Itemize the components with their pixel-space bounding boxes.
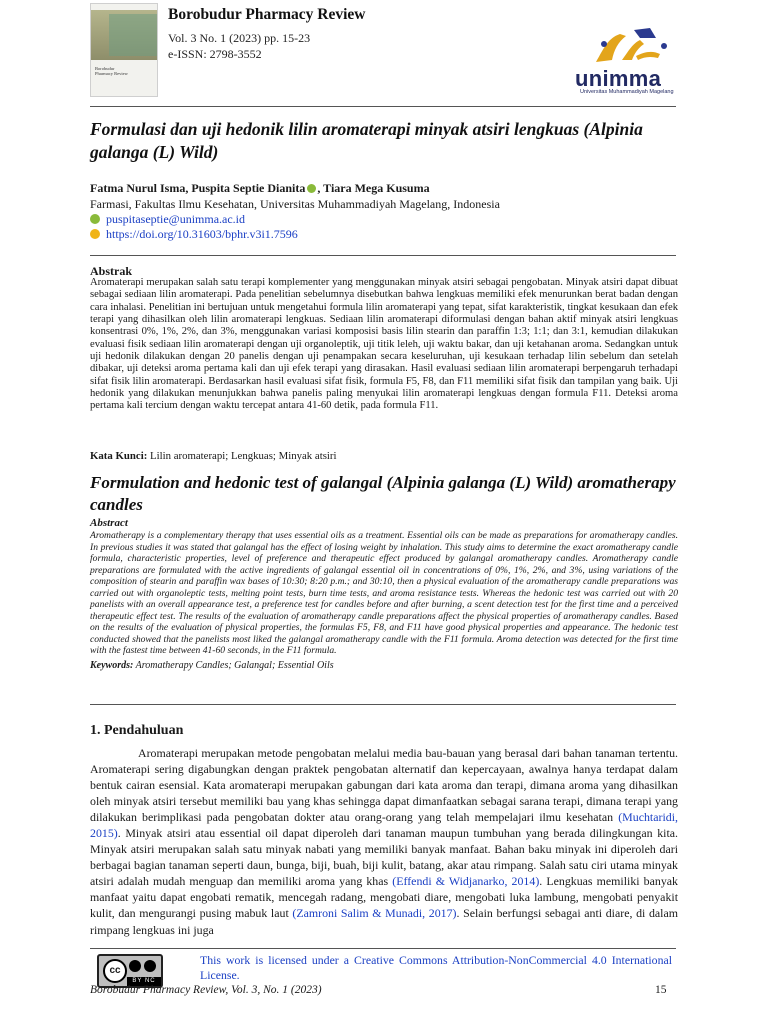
footer-citation: Borobudur Pharmacy Review, Vol. 3, No. 1 (2023): [90, 984, 322, 996]
article-title-en: Formulation and hedonic test of galangal (Alpinia galanga (L) Wild) aromatherapy candles: [90, 473, 676, 514]
calligraphy-mark-icon: [574, 26, 674, 68]
author-3: Tiara Mega Kusuma: [323, 181, 430, 195]
creative-commons-badge[interactable]: [97, 954, 163, 988]
keywords-id-values: Lilin aromaterapi; Lengkuas; Minyak atsiri: [147, 450, 337, 462]
author-1: Fatma Nurul Isma: [90, 181, 186, 195]
citation-link[interactable]: (Zamroni Salim & Munadi, 2017): [292, 906, 457, 921]
email-icon: [90, 214, 100, 224]
author-list: Fatma Nurul Isma, Puspita Septie Dianita , Tiara Mega Kusuma: [90, 181, 430, 195]
keywords-en: [90, 660, 334, 671]
doi-icon: [90, 229, 100, 239]
doi-link[interactable]: https://doi.org/10.31603/bphr.v3i1.7596: [106, 227, 298, 241]
section-heading: 1. Pendahuluan: [90, 723, 184, 738]
by-icon: [129, 960, 141, 972]
logo-subtext: Universitas Muhammadiyah Magelang: [580, 89, 674, 95]
nc-icon: [144, 960, 156, 972]
abstract-en-body: Aromatherapy is a complementary therapy that uses essential oils as a treatment. Essential oils can be made as preparations for aromatherapy candles. In previous studies it was stated that galangal has the effect of losing weight by inhalation. This study aims to determine the exact aromatherapy candle formula, characteristic properties, level of preference and therapeutic effect produced by galangal aromatherapy candles. Aromatherapy candle preparations are formulated with the active ingredients of galangal essential oil in concentrations of 0%, 1%, 2%, and 3%, using variations of the composition of stearin and paraffin wax bases of 10:30; 8:20 p.m.; and 30:10, then a physical evaluation of the aromatherapy candle preparations was carried out with organoleptic tests, melting point tests, burn time tests, and aroma resistance tests. Whereas the hedonic test was carried out with 20 panelists with an overall appearance test, a preference test for candles before and after burning, a scent detection test for the first time and a perceived therapeutic effect test. The results of the evaluation of aromatherapy candle preparations affect the physical properties of aromatherapy candles. Based on the results of the evaluation of physical properties, the formulas F5, F8, and F11 have good physical properties and appearance. The hedonic test conducted showed that the panelists most liked the galangal aromatherapy candle with the F11 formula. Aroma detection was detected for the first time with the fastest time between 41-60 seconds, in the F11 formula.: [90, 530, 678, 657]
journal-cover-thumbnail: [90, 3, 158, 97]
citation-link[interactable]: (Muchtaridi, 2015): [90, 810, 678, 841]
footer-divider: [90, 948, 676, 949]
abstract-divider-top: [90, 255, 676, 256]
journal-volume: Vol. 3 No. 1 (2023) pp. 15-23: [168, 31, 311, 45]
body-paragraph: Aromaterapi merupakan metode pengobatan melalui media bau-bauan yang berasal dari bahan tanaman tertentu. Aromaterapi sering digabungkan dengan praktek pengobatan alternatif dan kepercayaan, awalnya hanya terdapat dalam bentuk cairan esensial. Kata aromaterapi merupakan gabungan dari kata aroma dan terapi, dimana aroma yang dihasilkan oleh minyak atsiri tersebut memiliki bau yang khas sehingga dapat dimanfaatkan sebagai sarana terapi, dimana terapi yang dilakukan berimplikasi pada pengobatan dokter atau orang-orang yang telah mempelajari ilmu kesehatan (Muchtaridi, 2015). Minyak atsiri atau essential oil dapat diperoleh dari tanaman maupun tumbuhan yang berada dilingkungan kita. Minyak atsiri merupakan salah satu minyak nabati yang memiliki banyak manfaat. Bahan baku minyak ini diperoleh dari berbagai bagian tanaman seperti daun, bunga, biji, buah, biji kulit, batang, akar atau rimpang. Salah satu ciri utama minyak atsiri adalah mudah menguap dan memiliki aroma yang khas (Effendi & Widjanarko, 2014). Lengkuas memiliki banyak manfaat yaitu dapat engobati rematik, mencegah radang, mengobati diare, mengobati luka lambung, mengobati penyakit kulit, dan mengurangi pusing mabuk laut (Zamroni Salim & Munadi, 2017). Selain berfungsi sebagai anti diare, di dalam rimpang lengkuas ini juga: [90, 746, 679, 937]
keywords-id-label: Kata Kunci:: [90, 450, 148, 462]
page-number: 15: [655, 984, 667, 996]
abstract-id-body: Aromaterapi merupakan salah satu terapi komplementer yang menggunakan minyak atsiri sebagai pengobatan. Minyak atsiri dapat dibuat sebagai sediaan lilin aromaterapi. Pada penelitian sebelumnya disebutkan bahwa lengkuas memiliki efek menurunkan berat badan dengan cara inhalasi. Penelitian ini bertujuan untuk mengetahui formula lilin aromaterapi yang tepat, sifat karakteristik, tingkat kesukaan dan efek terapi yang dihasilkan oleh lilin aromaterapi lengkuas. Sediaan lilin aromaterapi diformulasi dengan bahan aktif minyak atsiri lengkuas konsentrasi 0%, 1%, 2%, dan 3%, menggunakan variasi komposisi basis lilin stearin dan paraffin 1:3; 1:1; dan 3:1, kemudian dilakukan evaluasi fisik sediaan lilin aromaterapi dengan uji organoleptik, uji titik leleh, uji waktu bakar, dan uji ketahanan aroma. Sedangkan untuk uji hedonik dilakukan dengan 20 panelis dengan uji penampakan secara keseluruhan, uji kesukaan terhadap lilin sebelum dan setelah dibakar, uji deteksi aroma pertama kali dan uji efek terapi yang dirasakan. Hasil evaluasi sediaan lilin aromaterapi berpengaruh terhadapi sifat fisik lilin aromaterapi. Berdasarkan hasil evaluasi sifat fisik, formula F5, F8, dan F11 memiliki sifat fisik dan tampilan yang baik. Uji hedonik yang dilakukan menunjukkan bahwa panelis paling menyukai lilin aromaterapi lengkuas dengan formula F11. Deteksi aroma pertama kali tercium dengan waktu tercepat antara 41-60 detik, pada formula F11.: [90, 277, 678, 412]
keywords-en-values: Aromatherapy Candles; Galangal; Essential Oils: [133, 660, 334, 671]
email-link[interactable]: puspitaseptie@unimma.ac.id: [106, 212, 246, 226]
journal-issn: e-ISSN: 2798-3552: [168, 47, 262, 61]
abstract-en-heading: Abstract: [90, 517, 128, 529]
university-logo: [574, 26, 674, 102]
doi-row: [90, 227, 298, 242]
abstract-divider-bottom: [90, 704, 676, 705]
logo-wordmark: unimma: [575, 66, 662, 91]
journal-name: Borobudur Pharmacy Review: [168, 6, 366, 23]
license-link[interactable]: This work is licensed under a Creative Commons Attribution-NonCommercial 4.0 International License.: [200, 953, 672, 982]
orcid-icon[interactable]: [307, 184, 316, 193]
header-divider: [90, 106, 676, 107]
abstract-id-heading: Abstrak: [90, 264, 133, 278]
keywords-en-label: Keywords:: [90, 660, 134, 671]
citation-link[interactable]: (Effendi & Widjanarko, 2014): [392, 874, 540, 889]
cover-label: Borobudur Pharmacy Review: [95, 66, 128, 76]
cc-logo-icon: cc: [103, 959, 127, 983]
cc-strip: BY NC: [127, 977, 161, 986]
article-title-id: Formulasi dan uji hedonik lilin aromaterapi minyak atsiri lengkuas (Alpinia galanga (L) Wild): [90, 119, 643, 162]
email-row: [90, 212, 245, 227]
keywords-id: [90, 450, 337, 462]
author-2: Puspita Septie Dianita: [191, 181, 306, 195]
affiliation: Farmasi, Fakultas Ilmu Kesehatan, Universitas Muhammadiyah Magelang, Indonesia: [90, 197, 500, 211]
